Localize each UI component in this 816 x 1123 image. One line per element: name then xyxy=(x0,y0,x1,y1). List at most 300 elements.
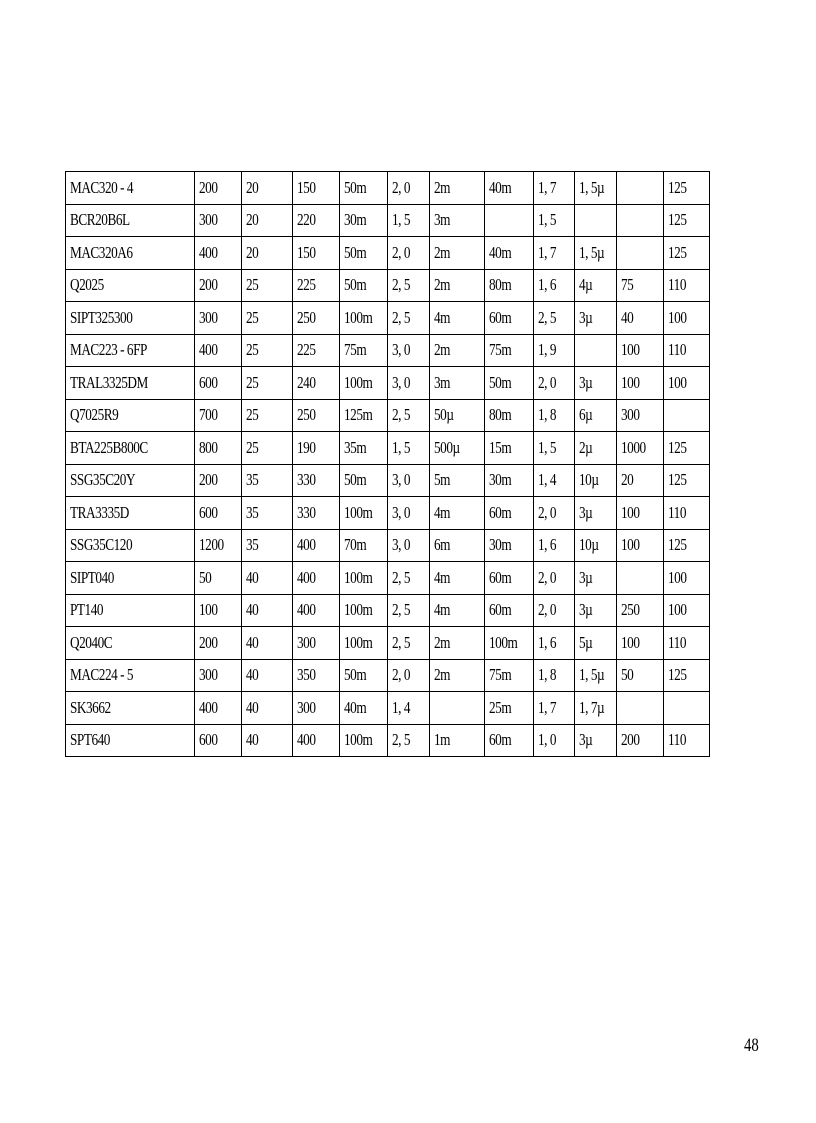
table-cell xyxy=(430,594,485,627)
table-cell xyxy=(534,529,575,562)
cell-text: 1m xyxy=(434,730,451,750)
cell-text: 40 xyxy=(246,600,259,620)
table-cell xyxy=(430,529,485,562)
cell-text: 600 xyxy=(199,730,218,750)
cell-text: 800 xyxy=(199,437,218,457)
table-cell xyxy=(485,659,534,692)
spec-table-body xyxy=(66,172,710,757)
table-cell xyxy=(664,367,710,400)
cell-text: 3µ xyxy=(579,307,593,327)
table-cell xyxy=(195,367,242,400)
table-cell xyxy=(575,237,617,270)
cell-text: 110 xyxy=(668,502,687,522)
cell-text: 3m xyxy=(434,210,451,230)
cell-text: 300 xyxy=(199,665,218,685)
table-cell xyxy=(293,562,340,595)
cell-text: 100 xyxy=(199,600,218,620)
table-cell xyxy=(430,269,485,302)
table-cell xyxy=(485,269,534,302)
cell-text: 300 xyxy=(297,697,316,717)
table-cell xyxy=(195,627,242,660)
cell-text: 100m xyxy=(344,372,373,392)
cell-text: SIPT040 xyxy=(70,567,114,587)
cell-text: 1, 5µ xyxy=(579,177,605,197)
table-cell xyxy=(575,562,617,595)
cell-text: 2m xyxy=(434,665,451,685)
table-cell xyxy=(485,172,534,205)
table-cell xyxy=(293,724,340,757)
cell-text: 1, 7 xyxy=(538,697,557,717)
part-number-cell xyxy=(66,464,195,497)
cell-text: 40 xyxy=(246,665,259,685)
table-cell xyxy=(340,399,388,432)
table-row xyxy=(66,432,710,465)
cell-text: 1, 5µ xyxy=(579,665,605,685)
table-cell xyxy=(664,334,710,367)
cell-text: 60m xyxy=(489,600,512,620)
table-cell xyxy=(430,302,485,335)
table-cell xyxy=(242,237,293,270)
cell-text: 500µ xyxy=(434,437,460,457)
cell-text: 200 xyxy=(621,730,640,750)
table-cell xyxy=(430,399,485,432)
cell-text: 25 xyxy=(246,405,259,425)
table-cell xyxy=(242,464,293,497)
table-cell xyxy=(485,497,534,530)
part-number-cell xyxy=(66,302,195,335)
table-cell xyxy=(430,562,485,595)
cell-text: 35 xyxy=(246,470,259,490)
cell-text: 100 xyxy=(668,567,687,587)
table-cell xyxy=(340,627,388,660)
table-cell xyxy=(388,464,430,497)
cell-text: 1, 5 xyxy=(538,437,557,457)
part-number-cell xyxy=(66,204,195,237)
cell-text: 30m xyxy=(344,210,367,230)
table-cell xyxy=(195,399,242,432)
table-cell xyxy=(388,594,430,627)
table-cell xyxy=(242,269,293,302)
table-cell xyxy=(195,562,242,595)
table-cell xyxy=(617,399,664,432)
part-number-cell xyxy=(66,562,195,595)
cell-text: 1, 6 xyxy=(538,535,557,555)
table-cell xyxy=(388,399,430,432)
cell-text: 1, 6 xyxy=(538,632,557,652)
table-cell xyxy=(340,302,388,335)
table-cell xyxy=(485,464,534,497)
table-cell xyxy=(485,562,534,595)
table-cell xyxy=(293,399,340,432)
table-cell xyxy=(617,659,664,692)
table-cell xyxy=(664,269,710,302)
table-row xyxy=(66,594,710,627)
table-cell xyxy=(617,334,664,367)
table-cell xyxy=(534,399,575,432)
table-cell xyxy=(430,497,485,530)
table-cell xyxy=(575,432,617,465)
cell-text: 300 xyxy=(199,307,218,327)
cell-text: 400 xyxy=(297,567,316,587)
cell-text: 1000 xyxy=(621,437,646,457)
table-cell xyxy=(340,367,388,400)
cell-text: 100m xyxy=(489,632,518,652)
table-cell xyxy=(430,464,485,497)
cell-text: 125 xyxy=(668,177,687,197)
cell-text: PT140 xyxy=(70,600,104,620)
cell-text: BCR20B6L xyxy=(70,210,130,230)
table-cell xyxy=(242,399,293,432)
table-cell xyxy=(388,497,430,530)
cell-text: 600 xyxy=(199,372,218,392)
table-cell xyxy=(388,237,430,270)
cell-text: TRAL3325DM xyxy=(70,372,148,392)
cell-text: 110 xyxy=(668,730,687,750)
cell-text: 50m xyxy=(489,372,512,392)
table-cell xyxy=(242,497,293,530)
cell-text: 1, 6 xyxy=(538,275,557,295)
cell-text: 1, 8 xyxy=(538,405,557,425)
cell-text: 60m xyxy=(489,730,512,750)
table-row xyxy=(66,724,710,757)
table-cell xyxy=(534,204,575,237)
table-cell xyxy=(664,237,710,270)
table-cell xyxy=(664,529,710,562)
table-row xyxy=(66,334,710,367)
part-number-cell xyxy=(66,172,195,205)
table-cell xyxy=(617,432,664,465)
part-number-cell xyxy=(66,692,195,725)
cell-text: 100m xyxy=(344,567,373,587)
cell-text: 125 xyxy=(668,535,687,555)
table-cell xyxy=(195,529,242,562)
table-cell xyxy=(340,269,388,302)
table-row xyxy=(66,367,710,400)
table-cell xyxy=(430,432,485,465)
cell-text: 4m xyxy=(434,567,451,587)
cell-text: 2m xyxy=(434,340,451,360)
cell-text: 3, 0 xyxy=(392,372,411,392)
cell-text: 125 xyxy=(668,470,687,490)
table-cell xyxy=(617,529,664,562)
table-row xyxy=(66,399,710,432)
table-row xyxy=(66,627,710,660)
table-cell xyxy=(430,237,485,270)
cell-text: 25 xyxy=(246,275,259,295)
cell-text: 2m xyxy=(434,242,451,262)
table-cell xyxy=(293,269,340,302)
part-number-cell xyxy=(66,724,195,757)
table-cell xyxy=(340,334,388,367)
cell-text: 5µ xyxy=(579,632,593,652)
cell-text: 150 xyxy=(297,242,316,262)
cell-text: MAC320A6 xyxy=(70,242,133,262)
table-cell xyxy=(388,659,430,692)
cell-text: 40m xyxy=(489,177,512,197)
cell-text: 125 xyxy=(668,437,687,457)
cell-text: 5m xyxy=(434,470,451,490)
table-row xyxy=(66,692,710,725)
table-cell xyxy=(534,237,575,270)
cell-text: 50 xyxy=(621,665,634,685)
cell-text: 350 xyxy=(297,665,316,685)
cell-text: 2, 5 xyxy=(392,567,411,587)
cell-text: 30m xyxy=(489,535,512,555)
table-cell xyxy=(242,724,293,757)
table-cell xyxy=(534,464,575,497)
cell-text: 50m xyxy=(344,242,367,262)
cell-text: 20 xyxy=(621,470,634,490)
table-cell xyxy=(617,269,664,302)
table-cell xyxy=(664,172,710,205)
table-cell xyxy=(195,464,242,497)
table-cell xyxy=(195,269,242,302)
cell-text: 200 xyxy=(199,632,218,652)
table-cell xyxy=(340,432,388,465)
cell-text: 200 xyxy=(199,275,218,295)
table-cell xyxy=(388,432,430,465)
cell-text: 220 xyxy=(297,210,316,230)
table-cell xyxy=(430,367,485,400)
cell-text: 2, 0 xyxy=(392,665,411,685)
cell-text: 75m xyxy=(489,665,512,685)
table-cell xyxy=(664,724,710,757)
cell-text: 2m xyxy=(434,275,451,295)
cell-text: 100m xyxy=(344,600,373,620)
cell-text: 2, 5 xyxy=(538,307,557,327)
table-cell xyxy=(575,367,617,400)
table-cell xyxy=(534,302,575,335)
table-cell xyxy=(575,399,617,432)
table-cell xyxy=(340,237,388,270)
table-cell xyxy=(485,432,534,465)
table-cell xyxy=(534,659,575,692)
cell-text: 1, 9 xyxy=(538,340,557,360)
cell-text: 2, 5 xyxy=(392,275,411,295)
table-cell xyxy=(195,237,242,270)
spec-table xyxy=(65,171,710,757)
cell-text: 2, 0 xyxy=(538,600,557,620)
table-cell xyxy=(195,692,242,725)
part-number-cell xyxy=(66,659,195,692)
cell-text: 125 xyxy=(668,210,687,230)
table-cell xyxy=(664,594,710,627)
cell-text: 80m xyxy=(489,405,512,425)
cell-text: 110 xyxy=(668,275,687,295)
table-cell xyxy=(293,659,340,692)
table-cell xyxy=(242,692,293,725)
cell-text: 300 xyxy=(199,210,218,230)
table-cell xyxy=(430,627,485,660)
table-cell xyxy=(388,724,430,757)
table-cell xyxy=(195,659,242,692)
table-row xyxy=(66,562,710,595)
table-row xyxy=(66,269,710,302)
cell-text: 15m xyxy=(489,437,512,457)
table-cell xyxy=(242,302,293,335)
cell-text: 400 xyxy=(297,730,316,750)
cell-text: 1, 0 xyxy=(538,730,557,750)
part-number-cell xyxy=(66,269,195,302)
table-cell xyxy=(664,659,710,692)
cell-text: 2, 0 xyxy=(392,177,411,197)
table-cell xyxy=(388,172,430,205)
cell-text: 25 xyxy=(246,340,259,360)
table-cell xyxy=(664,399,710,432)
cell-text: 60m xyxy=(489,307,512,327)
table-cell xyxy=(242,562,293,595)
cell-text: 100m xyxy=(344,502,373,522)
cell-text: 1, 5 xyxy=(392,437,411,457)
table-cell xyxy=(293,627,340,660)
cell-text: 50m xyxy=(344,665,367,685)
cell-text: 400 xyxy=(297,535,316,555)
table-cell xyxy=(534,269,575,302)
cell-text: 100 xyxy=(621,502,640,522)
table-cell xyxy=(293,367,340,400)
cell-text: 1200 xyxy=(199,535,224,555)
table-cell xyxy=(340,497,388,530)
table-cell xyxy=(485,302,534,335)
table-cell xyxy=(575,659,617,692)
table-cell xyxy=(195,432,242,465)
cell-text: 300 xyxy=(297,632,316,652)
cell-text: SPT640 xyxy=(70,730,110,750)
cell-text: MAC224 - 5 xyxy=(70,665,134,685)
table-cell xyxy=(340,562,388,595)
table-cell xyxy=(195,594,242,627)
table-cell xyxy=(388,692,430,725)
cell-text: Q2040C xyxy=(70,632,113,652)
table-cell xyxy=(195,172,242,205)
cell-text: 40m xyxy=(344,697,367,717)
table-cell xyxy=(293,464,340,497)
cell-text: 3, 0 xyxy=(392,535,411,555)
table-row xyxy=(66,204,710,237)
cell-text: 75m xyxy=(344,340,367,360)
cell-text: 110 xyxy=(668,632,687,652)
table-cell xyxy=(430,692,485,725)
table-cell xyxy=(664,432,710,465)
spec-table-container xyxy=(65,171,710,757)
cell-text: 100m xyxy=(344,307,373,327)
cell-text: 3m xyxy=(434,372,451,392)
cell-text: 70m xyxy=(344,535,367,555)
table-cell xyxy=(242,529,293,562)
table-cell xyxy=(293,172,340,205)
cell-text: 2, 0 xyxy=(538,502,557,522)
cell-text: 400 xyxy=(199,697,218,717)
table-cell xyxy=(195,302,242,335)
cell-text: 30m xyxy=(489,470,512,490)
table-cell xyxy=(293,302,340,335)
cell-text: 10µ xyxy=(579,470,599,490)
cell-text: 125 xyxy=(668,242,687,262)
cell-text: 1, 8 xyxy=(538,665,557,685)
cell-text: 35m xyxy=(344,437,367,457)
table-cell xyxy=(534,562,575,595)
cell-text: 40 xyxy=(621,307,634,327)
cell-text: TRA3335D xyxy=(70,502,129,522)
cell-text: 1, 4 xyxy=(392,697,411,717)
cell-text: 100 xyxy=(621,372,640,392)
cell-text: 20 xyxy=(246,177,259,197)
table-cell xyxy=(617,302,664,335)
table-cell xyxy=(664,692,710,725)
cell-text: 40m xyxy=(489,242,512,262)
table-cell xyxy=(485,627,534,660)
table-cell xyxy=(534,627,575,660)
table-cell xyxy=(388,334,430,367)
cell-text: 100 xyxy=(621,632,640,652)
part-number-cell xyxy=(66,594,195,627)
cell-text: 25 xyxy=(246,437,259,457)
cell-text: SK3662 xyxy=(70,697,111,717)
table-cell xyxy=(242,594,293,627)
cell-text: MAC320 - 4 xyxy=(70,177,134,197)
cell-text: 60m xyxy=(489,502,512,522)
table-cell xyxy=(293,204,340,237)
table-cell xyxy=(293,432,340,465)
table-cell xyxy=(575,204,617,237)
cell-text: 100 xyxy=(668,372,687,392)
table-cell xyxy=(293,497,340,530)
cell-text: 25 xyxy=(246,372,259,392)
table-cell xyxy=(664,464,710,497)
cell-text: 3µ xyxy=(579,372,593,392)
part-number-cell xyxy=(66,497,195,530)
cell-text: 2, 5 xyxy=(392,730,411,750)
cell-text: 3, 0 xyxy=(392,502,411,522)
part-number-cell xyxy=(66,399,195,432)
cell-text: 25 xyxy=(246,307,259,327)
table-cell xyxy=(485,399,534,432)
table-cell xyxy=(388,627,430,660)
cell-text: 3, 0 xyxy=(392,340,411,360)
cell-text: 225 xyxy=(297,340,316,360)
cell-text: 40 xyxy=(246,697,259,717)
cell-text: 1, 5 xyxy=(392,210,411,230)
table-cell xyxy=(575,627,617,660)
cell-text: 2m xyxy=(434,632,451,652)
cell-text: 100 xyxy=(621,535,640,555)
table-cell xyxy=(534,594,575,627)
table-cell xyxy=(617,562,664,595)
cell-text: 6µ xyxy=(579,405,593,425)
table-cell xyxy=(664,562,710,595)
cell-text: 6m xyxy=(434,535,451,555)
table-cell xyxy=(485,204,534,237)
cell-text: 600 xyxy=(199,502,218,522)
table-cell xyxy=(388,269,430,302)
table-cell xyxy=(340,692,388,725)
table-cell xyxy=(575,529,617,562)
cell-text: 4m xyxy=(434,307,451,327)
cell-text: 2, 5 xyxy=(392,632,411,652)
cell-text: 2, 5 xyxy=(392,600,411,620)
table-cell xyxy=(575,497,617,530)
table-cell xyxy=(430,659,485,692)
table-cell xyxy=(340,659,388,692)
cell-text: 75m xyxy=(489,340,512,360)
cell-text: 3µ xyxy=(579,730,593,750)
cell-text: 400 xyxy=(199,340,218,360)
cell-text: 2m xyxy=(434,177,451,197)
cell-text: 1, 5 xyxy=(538,210,557,230)
cell-text: Q7025R9 xyxy=(70,405,119,425)
cell-text: SSG35C120 xyxy=(70,535,133,555)
cell-text: BTA225B800C xyxy=(70,437,148,457)
